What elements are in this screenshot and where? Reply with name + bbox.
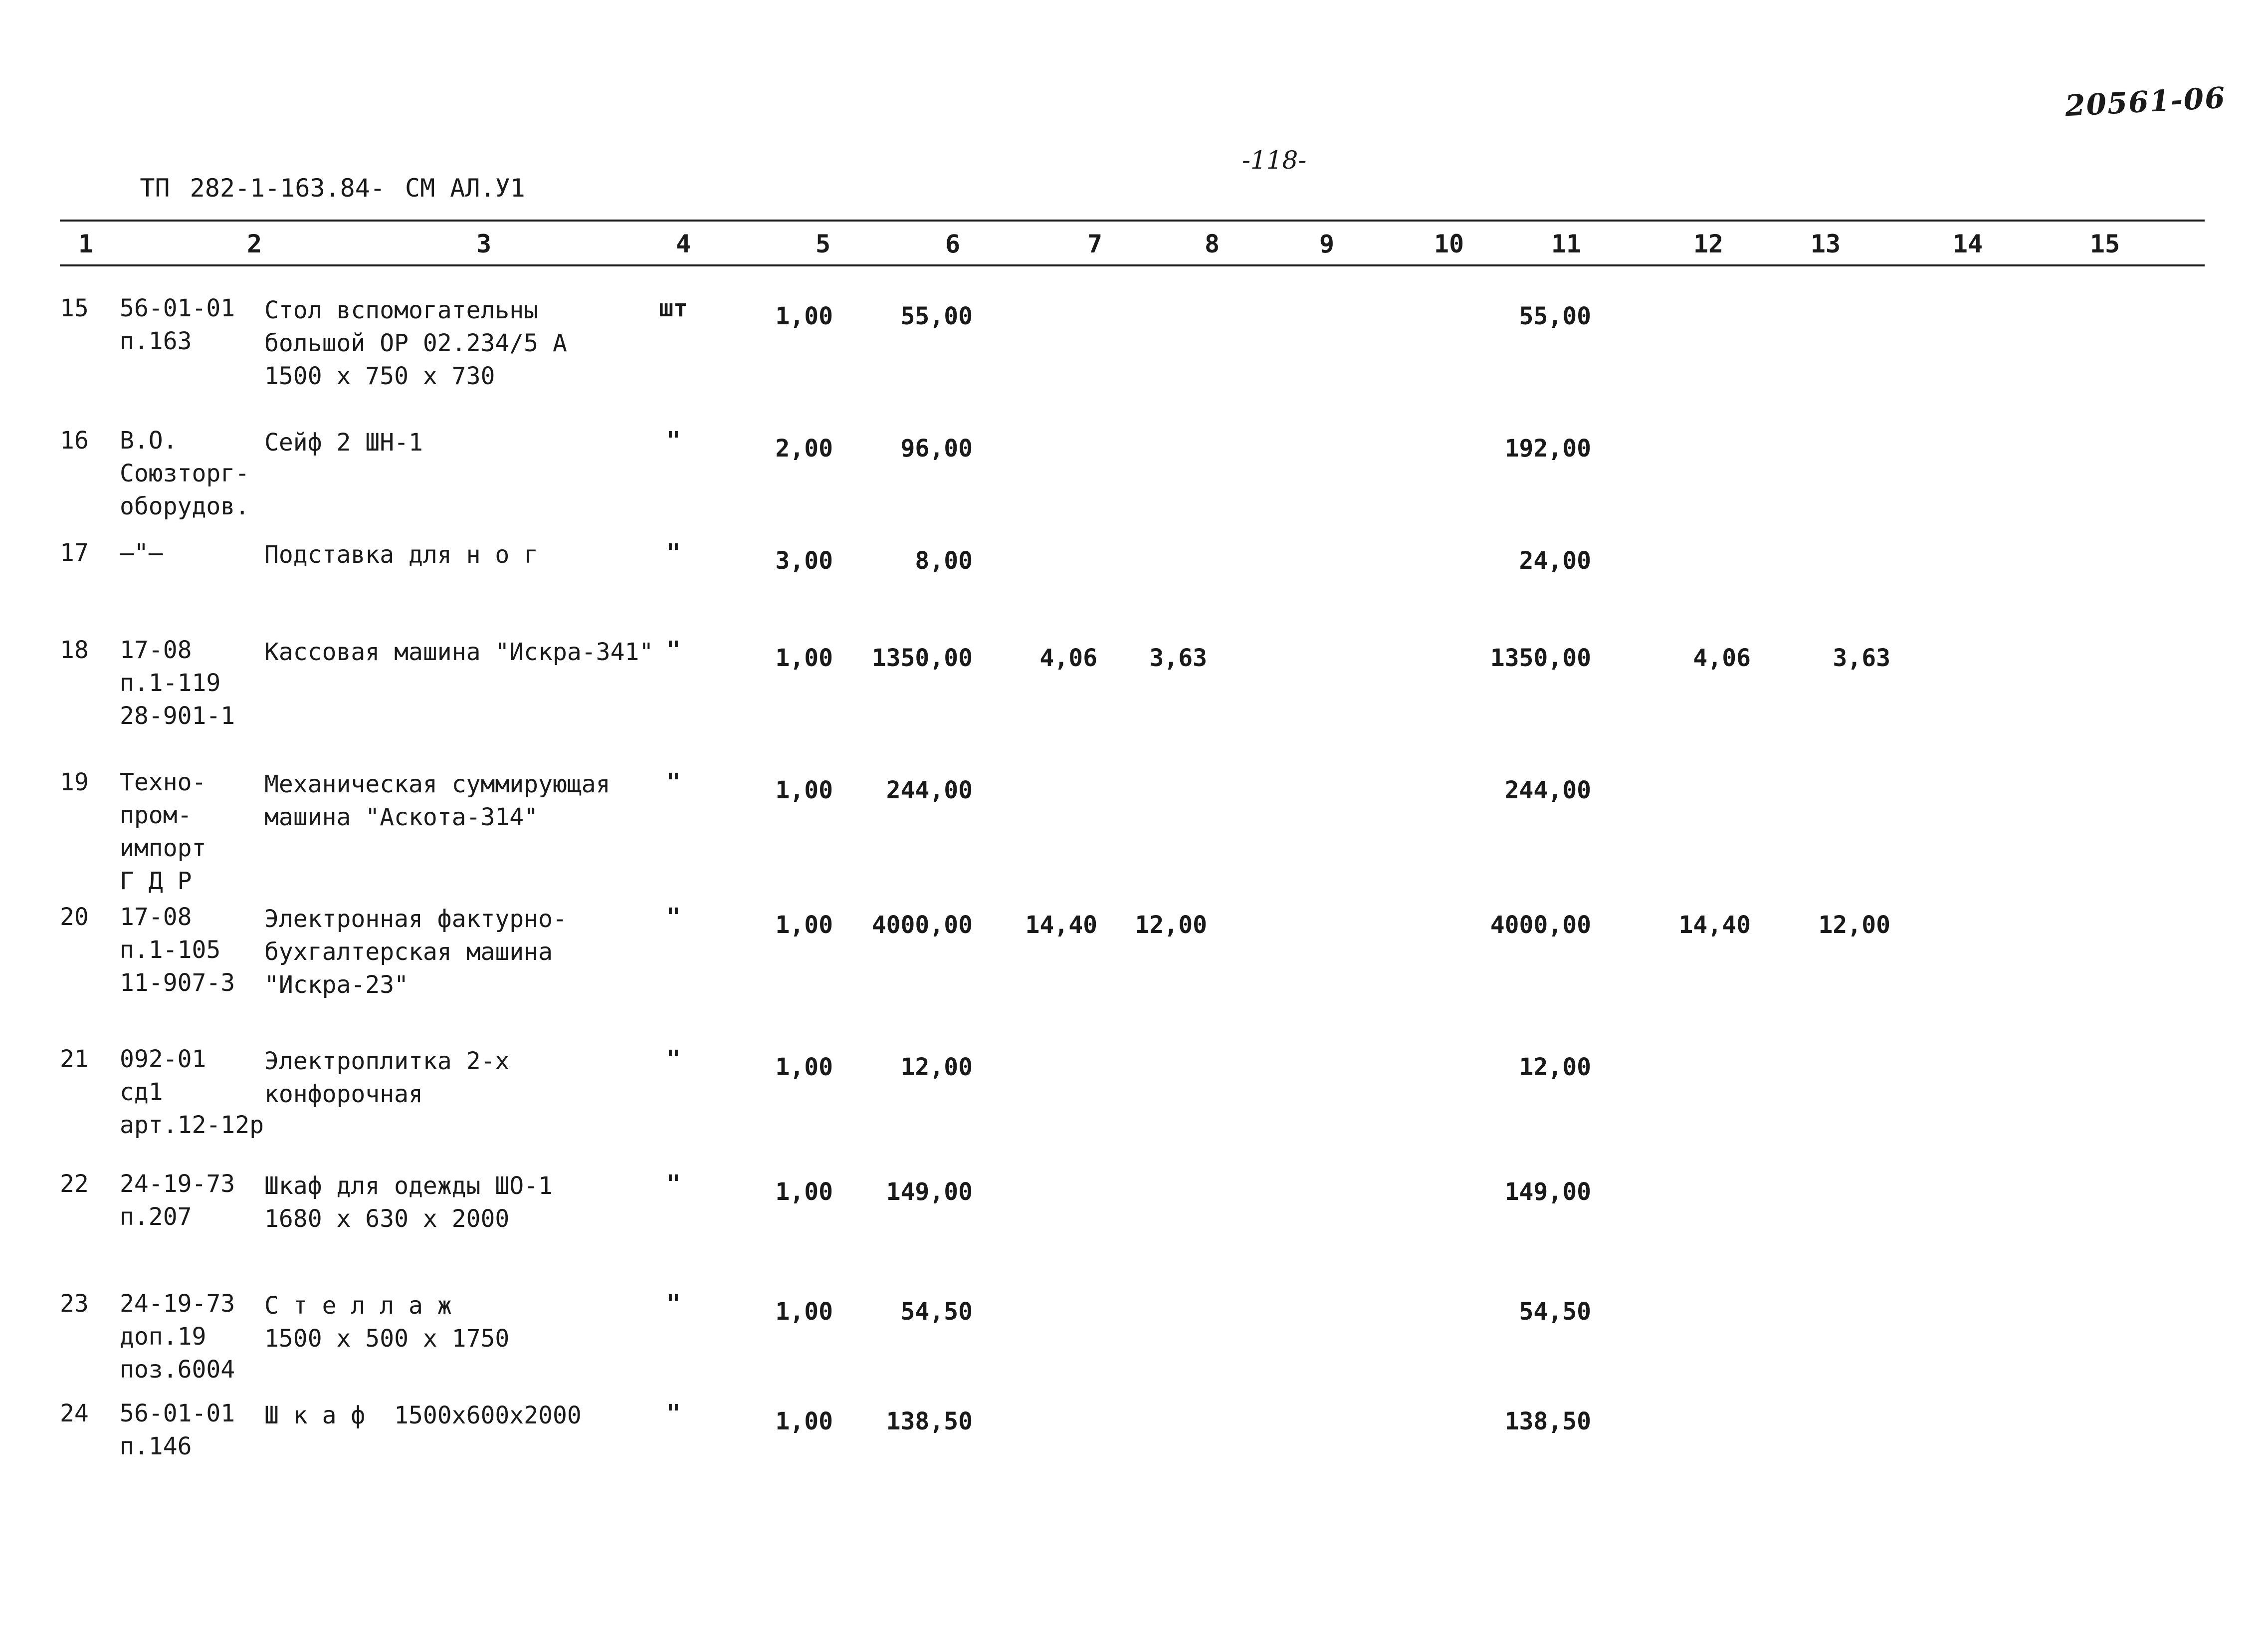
row-number: 19 — [60, 768, 89, 796]
row-col12: 4,06 — [1693, 644, 1751, 672]
row-source-code: Техно- пром- импорт Г Д Р — [120, 768, 206, 895]
table-top-rule — [60, 220, 2205, 222]
column-header-6: 6 — [945, 230, 961, 258]
row-item-name: Шкаф для одежды ШО-1 1680 х 630 х 2000 — [264, 1172, 553, 1233]
row-quantity: 1,00 — [775, 911, 833, 939]
row-unit: " — [666, 1170, 681, 1198]
row-number: 16 — [60, 427, 89, 455]
row-unit-price: 12,00 — [900, 1053, 973, 1081]
document-code: 20561-06 — [2064, 80, 2227, 123]
column-header-11: 11 — [1551, 230, 1582, 258]
column-header-12: 12 — [1693, 230, 1724, 258]
row-unit: " — [666, 636, 681, 664]
row-quantity: 1,00 — [775, 1053, 833, 1081]
row-quantity: 1,00 — [775, 644, 833, 672]
row-unit-price: 54,50 — [900, 1298, 973, 1326]
row-quantity: 2,00 — [775, 435, 833, 463]
row-number: 17 — [60, 539, 89, 567]
row-total: 1350,00 — [1490, 644, 1591, 672]
column-header-8: 8 — [1204, 230, 1220, 258]
column-header-1: 1 — [78, 230, 94, 258]
row-unit-price: 8,00 — [915, 547, 973, 575]
row-source-code: 17-08 п.1-119 28-901-1 — [120, 636, 235, 730]
row-source-code: —"— — [120, 539, 163, 567]
row-item-name: С т е л л а ж 1500 х 500 х 1750 — [264, 1292, 510, 1353]
column-header-2: 2 — [246, 230, 262, 258]
row-quantity: 1,00 — [775, 1298, 833, 1326]
header-project: 282-1-163.84- — [190, 174, 385, 203]
row-unit-price: 55,00 — [900, 302, 973, 330]
header-prefix: ТП — [140, 174, 170, 203]
row-source-code: 56-01-01 п.146 — [120, 1400, 235, 1460]
row-quantity: 1,00 — [775, 1178, 833, 1206]
row-col13: 3,63 — [1833, 644, 1890, 672]
row-number: 20 — [60, 903, 89, 931]
row-number: 21 — [60, 1045, 89, 1073]
row-source-code: 17-08 п.1-105 11-907-3 — [120, 903, 235, 997]
row-item-name: Подставка для н о г — [264, 541, 539, 569]
row-quantity: 1,00 — [775, 302, 833, 330]
row-total: 12,00 — [1519, 1053, 1591, 1081]
row-source-code: 092-01 сд1 арт.12-12р — [120, 1045, 264, 1139]
row-number: 15 — [60, 294, 89, 322]
row-number: 18 — [60, 636, 89, 664]
row-quantity: 1,00 — [775, 776, 833, 804]
row-total: 149,00 — [1504, 1178, 1591, 1206]
column-header-9: 9 — [1319, 230, 1335, 258]
row-total: 55,00 — [1519, 302, 1591, 330]
row-item-name: Электроплитка 2-х конфорочная — [264, 1047, 510, 1108]
row-col7: 4,06 — [1039, 644, 1097, 672]
row-unit: " — [666, 539, 681, 567]
column-header-14: 14 — [1952, 230, 1983, 258]
row-quantity: 1,00 — [775, 1407, 833, 1435]
row-quantity: 3,00 — [775, 547, 833, 575]
row-unit: " — [666, 1290, 681, 1318]
header-album: СМ АЛ.У1 — [405, 174, 525, 203]
row-source-code: 24-19-73 доп.19 поз.6004 — [120, 1290, 235, 1384]
column-header-3: 3 — [476, 230, 492, 258]
row-item-name: Сейф 2 ШН-1 — [264, 429, 423, 457]
row-source-code: В.О. Союзторг- оборудов. — [120, 427, 250, 520]
row-col8: 3,63 — [1149, 644, 1207, 672]
row-item-name: Стол вспомогательны большой ОР 02.234/5 А 1500 х 750 х 730 — [264, 296, 567, 390]
column-header-13: 13 — [1810, 230, 1841, 258]
row-unit-price: 149,00 — [886, 1178, 973, 1206]
column-header-4: 4 — [675, 230, 691, 258]
row-col8: 12,00 — [1135, 911, 1207, 939]
row-unit: шт — [659, 294, 688, 322]
row-number: 22 — [60, 1170, 89, 1198]
row-unit: " — [666, 1400, 681, 1427]
row-item-name: Кассовая машина "Искра-341" — [264, 638, 654, 666]
row-col7: 14,40 — [1025, 911, 1097, 939]
row-total: 54,50 — [1519, 1298, 1591, 1326]
column-header-10: 10 — [1434, 230, 1464, 258]
row-total: 244,00 — [1504, 776, 1591, 804]
row-item-name: Механическая суммирующая машина "Аскота-314" — [264, 770, 611, 831]
column-header-7: 7 — [1087, 230, 1103, 258]
row-unit: " — [666, 427, 681, 455]
row-unit-price: 138,50 — [886, 1407, 973, 1435]
document-header — [80, 145, 545, 232]
row-unit: " — [666, 1045, 681, 1073]
row-item-name: Ш к а ф 1500х600х2000 — [264, 1402, 582, 1429]
table-header-rule — [60, 264, 2205, 266]
row-total: 24,00 — [1519, 547, 1591, 575]
row-unit: " — [666, 903, 681, 931]
row-unit-price: 1350,00 — [871, 644, 973, 672]
row-total: 4000,00 — [1490, 911, 1591, 939]
row-unit-price: 4000,00 — [871, 911, 973, 939]
page-number: -118- — [1242, 146, 1307, 175]
row-unit-price: 96,00 — [900, 435, 973, 463]
row-number: 24 — [60, 1400, 89, 1427]
column-header-5: 5 — [815, 230, 831, 258]
row-number: 23 — [60, 1290, 89, 1318]
row-total: 192,00 — [1504, 435, 1591, 463]
row-unit: " — [666, 768, 681, 796]
row-unit-price: 244,00 — [886, 776, 973, 804]
row-source-code: 24-19-73 п.207 — [120, 1170, 235, 1231]
row-item-name: Электронная фактурно- бухгалтерская машина "Искра-23" — [264, 905, 567, 999]
row-total: 138,50 — [1504, 1407, 1591, 1435]
row-col12: 14,40 — [1678, 911, 1751, 939]
row-source-code: 56-01-01 п.163 — [120, 294, 235, 355]
row-col13: 12,00 — [1818, 911, 1890, 939]
column-header-15: 15 — [2089, 230, 2120, 258]
